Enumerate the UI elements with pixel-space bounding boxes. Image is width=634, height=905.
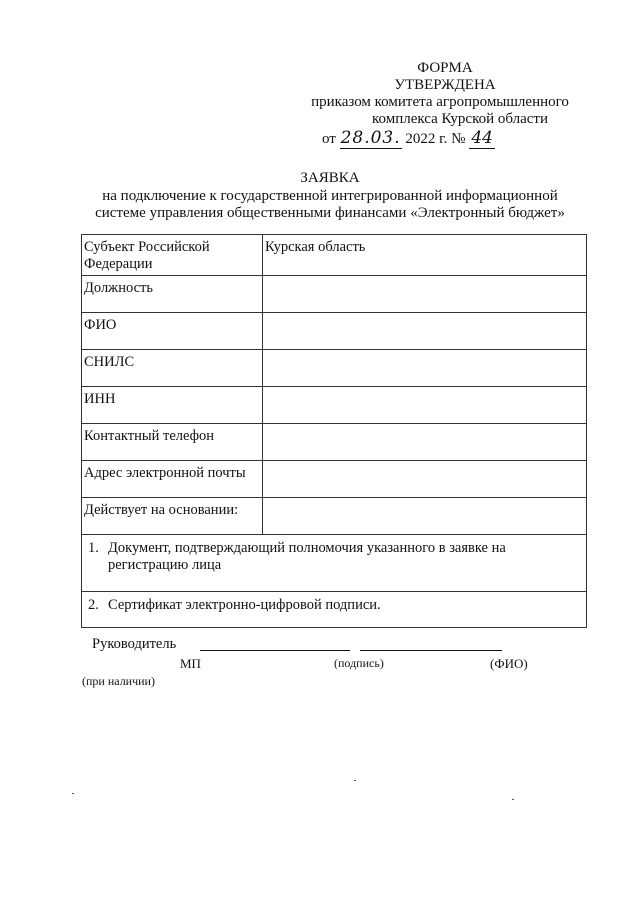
approval-date-line bbox=[290, 128, 590, 149]
table-row bbox=[82, 387, 587, 424]
title-heading: ЗАЯВКА bbox=[300, 170, 360, 186]
row-value-field[interactable] bbox=[263, 276, 587, 313]
table-row bbox=[82, 350, 587, 387]
signature-line[interactable] bbox=[200, 650, 350, 651]
row-value-field[interactable] bbox=[263, 461, 587, 498]
table-row bbox=[82, 535, 587, 592]
fio-caption: (ФИО) bbox=[490, 656, 528, 671]
approval-form-label: ФОРМА bbox=[417, 60, 473, 76]
row-label: Действует на основании: bbox=[82, 498, 263, 535]
row-value-field[interactable] bbox=[263, 387, 587, 424]
row-value: Курская область bbox=[263, 235, 587, 276]
table-row bbox=[82, 592, 587, 628]
signature-caption: (подпись) bbox=[334, 656, 384, 670]
approval-order-text: приказом комитета агропромышленного bbox=[311, 94, 569, 110]
attachment-item bbox=[82, 535, 587, 592]
row-label: Адрес электронной почты bbox=[82, 461, 263, 498]
row-value-field[interactable] bbox=[263, 313, 587, 350]
attachment-item bbox=[82, 592, 587, 628]
application-title bbox=[70, 170, 590, 222]
date-prefix: от bbox=[322, 131, 336, 147]
table-row bbox=[82, 276, 587, 313]
row-label: ФИО bbox=[82, 313, 263, 350]
scan-speck bbox=[72, 793, 74, 794]
scan-speck bbox=[512, 799, 514, 800]
row-label: Субъект Российской Федерации bbox=[82, 235, 263, 276]
table-row bbox=[82, 498, 587, 535]
handwritten-number: 44 bbox=[469, 128, 495, 149]
row-label: Контактный телефон bbox=[82, 424, 263, 461]
handwritten-date: 28.03. bbox=[340, 128, 401, 148]
title-line-1: на подключение к государственной интегрированной информационной bbox=[102, 188, 558, 204]
fio-line[interactable] bbox=[360, 650, 502, 651]
row-value-field[interactable] bbox=[263, 424, 587, 461]
scan-speck bbox=[354, 780, 356, 781]
if-available-caption: (при наличии) bbox=[82, 674, 155, 688]
approval-committee-text: комплекса Курской области bbox=[371, 111, 549, 127]
title-line-2: системе управления общественными финансами «Электронный бюджет» bbox=[95, 205, 565, 221]
row-label: Должность bbox=[82, 276, 263, 313]
row-label: СНИЛС bbox=[82, 350, 263, 387]
table-row bbox=[82, 313, 587, 350]
stamp-place-label: МП bbox=[180, 656, 201, 671]
attachment-text: Документ, подтверждающий полномочия указанного в заявке на регистрацию лица bbox=[108, 540, 506, 573]
table-row bbox=[82, 461, 587, 498]
row-value-field[interactable] bbox=[263, 498, 587, 535]
date-year: 2022 г. № bbox=[405, 131, 466, 147]
approval-approved-label: УТВЕРЖДЕНА bbox=[394, 77, 496, 93]
row-value-field[interactable] bbox=[263, 350, 587, 387]
attachment-text: Сертификат электронно-цифровой подписи. bbox=[108, 597, 381, 613]
attachment-number: 1. bbox=[88, 540, 99, 556]
approval-stamp bbox=[290, 60, 590, 149]
signature-lead: Руководитель bbox=[92, 636, 177, 652]
attachment-number: 2. bbox=[88, 597, 99, 613]
row-label: ИНН bbox=[82, 387, 263, 424]
signature-block bbox=[82, 636, 542, 688]
application-form-table bbox=[81, 234, 587, 628]
table-row bbox=[82, 424, 587, 461]
table-row bbox=[82, 235, 587, 276]
